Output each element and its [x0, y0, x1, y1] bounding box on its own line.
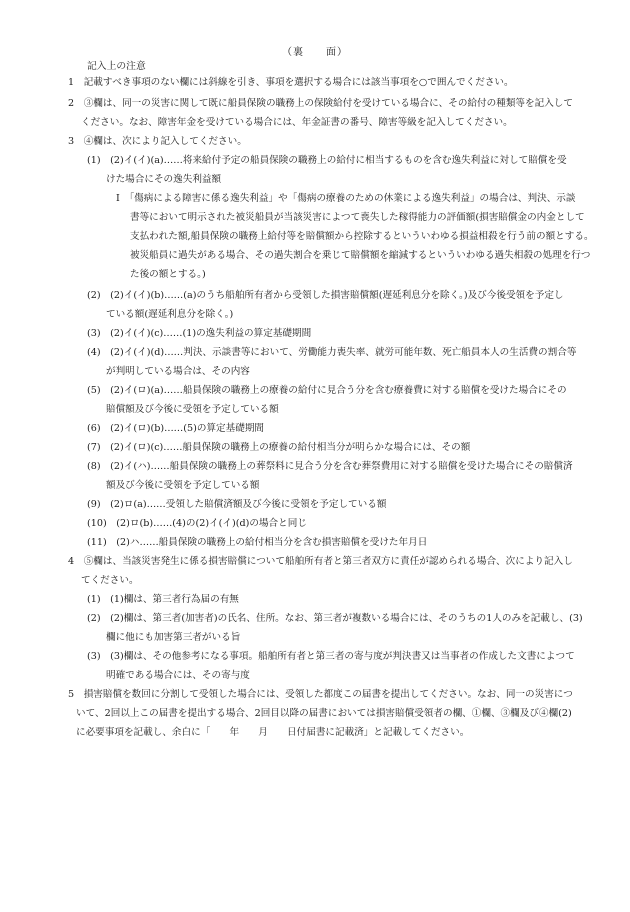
note-5-cont-1: いて、2回以上この届書を提出する場合、2回目以降の届書においては損害賠償受領者の欄、①欄、③欄及び④欄(2) — [76, 708, 572, 719]
note-3-4-cont: が判明している場合は、その内容 — [106, 366, 250, 377]
note-3-1-i: Ⅰ 「傷病による障害に係る逸失利益」や「傷病の療養のための休業による逸失利益」の場合は、判決、示談 — [116, 193, 576, 204]
note-4: 4 ⑤欄は、当該災害発生に係る損害賠償について船舶所有者と第三者双方に責任が認められる場合、次により記入し — [68, 556, 573, 567]
note-3-9: (9) (2)ロ(a)……受領した賠償済額及び今後に受領を予定している額 — [87, 499, 387, 510]
note-3-1-i-cont-3: 被災船員に過失がある場合、その過失割合を乗じて賠償額を縮減するといういわゆる過失相殺の処理を行つ — [130, 250, 591, 261]
note-3-1-i-cont-4: た後の額とする。) — [130, 269, 206, 280]
note-3-1: (1) (2)イ(イ)(a)……将来給付予定の船員保険の職務上の給付に相当するものを含む逸失利益に対して賠償を受 — [87, 155, 567, 166]
note-3-2-cont: ている額(遅延利息分を除く。) — [106, 309, 234, 320]
note-3-8-cont: 額及び今後に受領を予定している額 — [106, 480, 260, 491]
note-4-1: (1) (1)欄は、第三者行為届の有無 — [87, 594, 239, 605]
note-4-2-cont: 欄に他にも加害第三者がいる旨 — [106, 632, 241, 643]
note-5: 5 損害賠償を数回に分割して受領した場合には、受領した都度この届書を提出してください。なお、同一の災害につ — [68, 689, 573, 700]
note-3-2: (2) (2)イ(イ)(b)……(a)のうち船舶所有者から受領した損害賠償額(遅延利息分を除く。)及び今後受領を予定し — [87, 290, 564, 301]
note-4-cont: てください。 — [81, 575, 139, 586]
note-3-1-cont: けた場合にその逸失利益額 — [106, 174, 222, 185]
page-title: （裏 面） — [282, 47, 348, 58]
note-1: 1 記載すべき事項のない欄には斜線を引き、事項を選択する場合には該当事項を○で囲んでください。 — [68, 77, 514, 88]
note-3-8: (8) (2)イ(ハ)……船員保険の職務上の葬祭料に見合う分を含む葬祭費用に対する賠償を受けた場合にその賠償済 — [87, 461, 573, 472]
note-3-11: (11) (2)ハ……船員保険の職務上の給付相当分を含む損害賠償を受けた年月日 — [87, 537, 428, 548]
note-3-6: (6) (2)イ(ロ)(b)……(5)の算定基礎期間 — [87, 423, 265, 434]
note-3-10: (10) (2)ロ(b)……(4)の(2)イ(イ)(d)の場合と同じ — [87, 518, 307, 529]
note-3-3: (3) (2)イ(イ)(c)……(1)の逸失利益の算定基礎期間 — [87, 328, 312, 339]
note-4-3: (3) (3)欄は、その他参考になる事項。船舶所有者と第三者の寄与度が判決書又は当事者の作成した文書によつて — [87, 651, 575, 662]
note-3-4: (4) (2)イ(イ)(d)……判決、示談書等において、労働能力喪失率、就労可能年数、死亡船員本人の生活費の割合等 — [87, 347, 577, 358]
note-4-2: (2) (2)欄は、第三者(加害者)の氏名、住所。なお、第三者が複数いる場合には、そのうちの1人のみを記載し、(3) — [87, 613, 583, 624]
note-3-1-i-cont-2: 支払われた額,船員保険の職務上給付等を賠償額から控除するといういわゆる損益相殺を行う前の額とする。 — [130, 231, 594, 242]
note-3-5-cont: 賠償額及び今後に受領を予定している額 — [106, 404, 279, 415]
note-3: 3 ④欄は、次により記入してください。 — [68, 136, 247, 147]
note-3-1-i-cont-1: 書等において明示された被災船員が当該災害によつて喪失した稼得能力の評価額(損害賠償金の内金として — [130, 212, 585, 223]
note-4-3-cont: 明確である場合には、その寄与度 — [106, 670, 250, 681]
note-3-5: (5) (2)イ(ロ)(a)……船員保険の職務上の療養の給付に見合う分を含む療養費に対する賠償を受けた場合にその — [87, 385, 567, 396]
note-3-7: (7) (2)イ(ロ)(c)……船員保険の職務上の療養の給付相当分が明らかな場合には、その額 — [87, 442, 471, 453]
note-2-cont: ください。なお、障害年金を受けている場合には、年金証書の番号、障害等級を記入してください。 — [81, 117, 513, 128]
note-5-cont-2: に必要事項を記載し、余白に「 年 月 日付届書に記載済」と記載してください。 — [76, 727, 470, 738]
note-2: 2 ③欄は、同一の災害に関して既に船員保険の職務上の保険給付を受けている場合に、その給付の種類等を記入して — [68, 98, 573, 109]
notes-heading: 記入上の注意 — [87, 61, 146, 72]
